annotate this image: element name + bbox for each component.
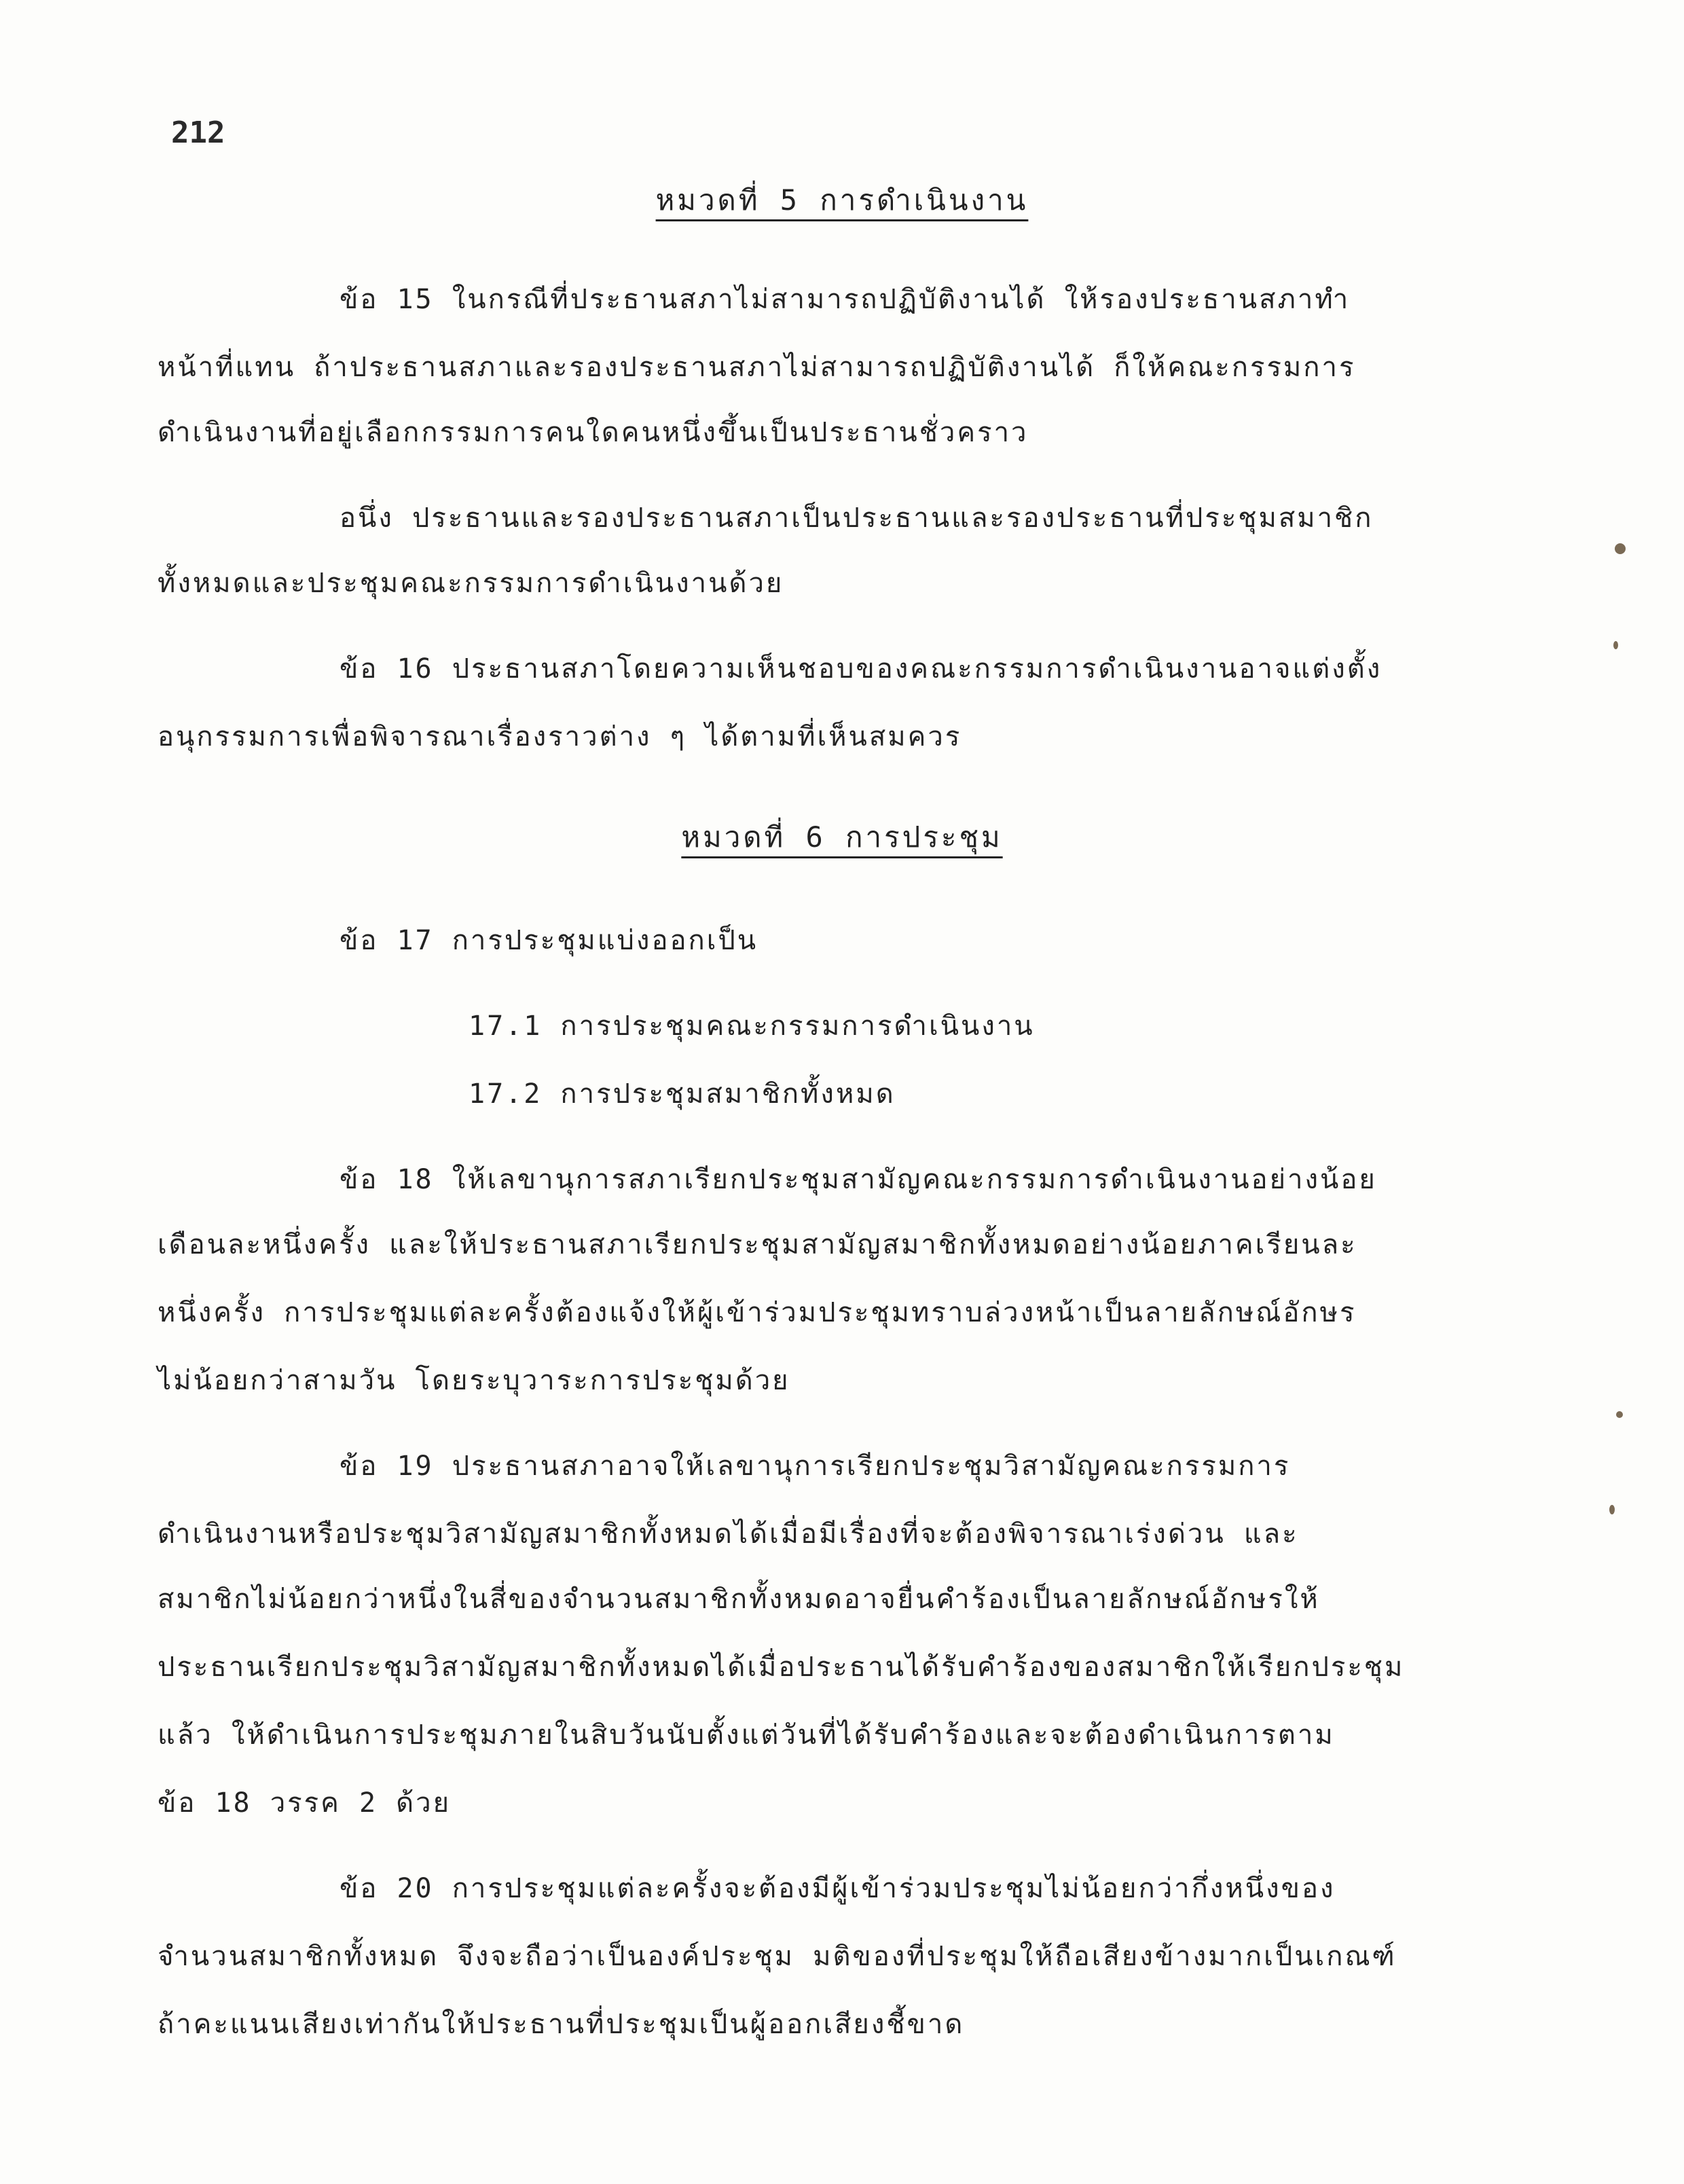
clause-20-line-3: ถ้าคะแนนเสียงเท่ากันให้ประธานที่ประชุมเป็นผู้ออกเสียงชี้ขาด — [158, 2009, 965, 2040]
clause-18-line-1: ข้อ 18 ให้เลขานุการสภาเรียกประชุมสามัญคณะกรรมการดำเนินงานอย่างน้อย — [340, 1164, 1377, 1195]
clause-18-line-3: หนึ่งครั้ง การประชุมแต่ละครั้งต้องแจ้งให้ผู้เข้าร่วมประชุมทราบล่วงหน้าเป็นลายลักษณ์อักษร — [158, 1297, 1357, 1328]
clause-17-item-2: 17.2 การประชุมสมาชิกทั้งหมด — [469, 1078, 896, 1110]
clause-19-line-1: ข้อ 19 ประธานสภาอาจให้เลขานุการเรียกประชุมวิสามัญคณะกรรมการ — [340, 1451, 1291, 1482]
chapter-6-heading — [0, 815, 1684, 860]
clause-18-line-4: ไม่น้อยกว่าสามวัน โดยระบุวาระการประชุมด้วย — [158, 1365, 790, 1396]
clause-19-line-5: แล้ว ให้ดำเนินการประชุมภายในสิบวันนับตั้งแต่วันที่ได้รับคำร้องและจะต้องดำเนินการตาม — [158, 1719, 1335, 1751]
clause-19-line-3: สมาชิกไม่น้อยกว่าหนึ่งในสี่ของจำนวนสมาชิกทั้งหมดอาจยื่นคำร้องเป็นลายลักษณ์อักษรให้ — [158, 1584, 1320, 1615]
clause-15-line-4: อนึ่ง ประธานและรองประธานสภาเป็นประธานและรองประธานที่ประชุมสมาชิก — [340, 503, 1374, 534]
chapter-5-heading-text: หมวดที่ 5 การดำเนินงาน — [655, 183, 1029, 217]
paper-speck — [1616, 1411, 1623, 1418]
clause-17-line-1: ข้อ 17 การประชุมแบ่งออกเป็น — [340, 925, 758, 956]
clause-17-item-1: 17.1 การประชุมคณะกรรมการดำเนินงาน — [469, 1011, 1035, 1042]
paper-speck — [1613, 641, 1618, 649]
clause-20-line-1: ข้อ 20 การประชุมแต่ละครั้งจะต้องมีผู้เข้าร่วมประชุมไม่น้อยกว่ากึ่งหนึ่งของ — [340, 1873, 1336, 1904]
clause-16-line-1: ข้อ 16 ประธานสภาโดยความเห็นชอบของคณะกรรมการดำเนินงานอาจแต่งตั้ง — [340, 653, 1383, 685]
clause-15-line-2: หน้าที่แทน ถ้าประธานสภาและรองประธานสภาไม่สามารถปฏิบัติงานได้ ก็ให้คณะกรรมการ — [158, 352, 1356, 383]
chapter-6-heading-text: หมวดที่ 6 การประชุม — [681, 820, 1003, 854]
clause-19-line-6: ข้อ 18 วรรค 2 ด้วย — [158, 1787, 452, 1819]
paper-speck — [1615, 543, 1626, 554]
clause-20-line-2: จำนวนสมาชิกทั้งหมด จึงจะถือว่าเป็นองค์ประชุม มติของที่ประชุมให้ถือเสียงข้างมากเป็นเกณฑ์ — [158, 1941, 1397, 1972]
clause-19-line-2: ดำเนินงานหรือประชุมวิสามัญสมาชิกทั้งหมดได้เมื่อมีเรื่องที่จะต้องพิจารณาเร่งด่วน และ — [158, 1518, 1299, 1550]
clause-16-line-2: อนุกรรมการเพื่อพิจารณาเรื่องราวต่าง ๆ ได้ตามที่เห็นสมควร — [158, 721, 962, 752]
clause-18-line-2: เดือนละหนึ่งครั้ง และให้ประธานสภาเรียกประชุมสามัญสมาชิกทั้งหมดอย่างน้อยภาคเรียนละ — [158, 1229, 1357, 1260]
page-number: 212 — [171, 115, 225, 150]
chapter-5-heading — [0, 178, 1684, 223]
clause-15-line-3: ดำเนินงานที่อยู่เลือกกรรมการคนใดคนหนึ่งขึ้นเป็นประธานชั่วคราว — [158, 417, 1029, 448]
paper-speck — [1609, 1505, 1615, 1514]
clause-15-line-1: ข้อ 15 ในกรณีที่ประธานสภาไม่สามารถปฏิบัติงานได้ ให้รองประธานสภาทำ — [340, 284, 1351, 315]
clause-19-line-4: ประธานเรียกประชุมวิสามัญสมาชิกทั้งหมดได้เมื่อประธานได้รับคำร้องของสมาชิกให้เรียกประชุม — [158, 1652, 1405, 1683]
clause-15-line-5: ทั้งหมดและประชุมคณะกรรมการดำเนินงานด้วย — [158, 568, 784, 599]
